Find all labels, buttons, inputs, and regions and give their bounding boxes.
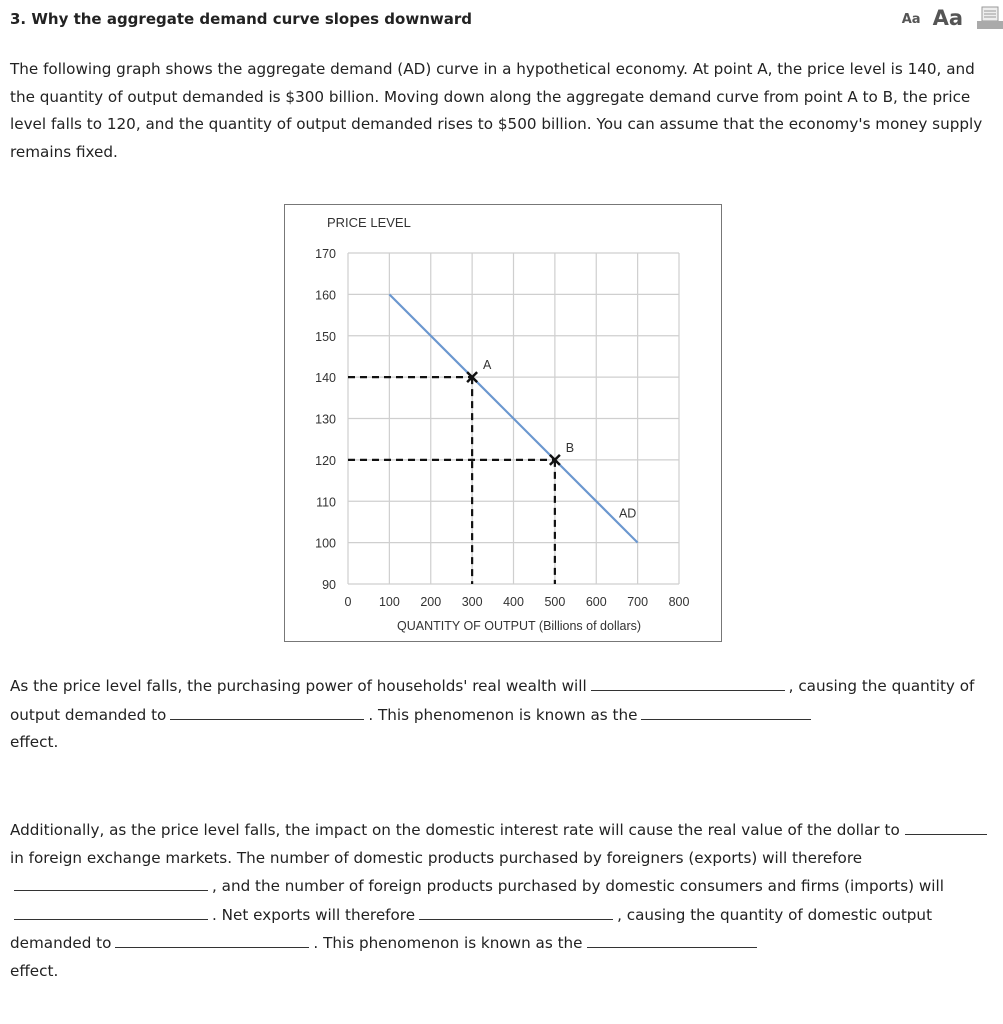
q2-text: , and the number of foreign products purchased by domestic consumers and firms (imports) will bbox=[212, 877, 944, 895]
x-tick-label: 700 bbox=[627, 595, 649, 609]
y-tick-label: 140 bbox=[315, 371, 336, 386]
x-tick-label: 0 bbox=[344, 595, 352, 609]
x-tick-label: 800 bbox=[668, 595, 690, 609]
x-tick-label: 100 bbox=[378, 595, 400, 609]
q2-text: effect. bbox=[10, 961, 59, 980]
q1-text: effect. bbox=[10, 733, 59, 751]
y-tick-label: 110 bbox=[316, 495, 336, 510]
q2-text: . This phenomenon is known as the bbox=[313, 934, 583, 952]
y-tick-label: 160 bbox=[315, 288, 336, 303]
x-tick-label: 300 bbox=[461, 595, 483, 609]
x-axis-label: QUANTITY OF OUTPUT (Billions of dollars) bbox=[397, 619, 642, 633]
q1-text: As the price level falls, the purchasing power of households' real wealth will bbox=[10, 677, 587, 695]
chart-container bbox=[284, 204, 722, 642]
effect-name-dropdown-2[interactable] bbox=[587, 929, 757, 948]
y-tick-label: 120 bbox=[315, 453, 336, 468]
y-tick-label: 150 bbox=[315, 329, 336, 344]
x-tick-label: 500 bbox=[544, 595, 566, 609]
increase-font-button[interactable]: Aa bbox=[932, 6, 963, 30]
ad-chart bbox=[285, 205, 723, 643]
q1-text: . This phenomenon is known as the bbox=[368, 705, 638, 724]
x-tick-label: 200 bbox=[420, 595, 442, 609]
q2-text: , causing the quantity of domestic output demanded to bbox=[10, 905, 933, 952]
q2-text: . Net exports will therefore bbox=[212, 905, 416, 924]
q2-text: Additionally, as the price level falls, the impact on the domestic interest rate will cause the real value of the dollar to bbox=[10, 821, 900, 839]
exports-dropdown[interactable] bbox=[14, 872, 208, 891]
net-exports-dropdown[interactable] bbox=[419, 901, 613, 920]
domestic-output-dropdown[interactable] bbox=[115, 929, 309, 948]
imports-dropdown[interactable] bbox=[14, 901, 208, 920]
effect-name-dropdown[interactable] bbox=[641, 701, 811, 720]
decrease-font-button[interactable]: Aa bbox=[901, 12, 921, 27]
x-tick-label: 600 bbox=[585, 595, 607, 609]
y-tick-label: 90 bbox=[322, 578, 336, 592]
toolbar bbox=[902, 6, 1003, 30]
question-title: 3. Why the aggregate demand curve slopes downward bbox=[10, 10, 472, 28]
y-tick-label: 170 bbox=[315, 247, 336, 261]
question-1 bbox=[10, 672, 995, 757]
q2-text: in foreign exchange markets. The number of domestic products purchased by foreigners (exports) will therefore bbox=[10, 848, 863, 867]
point-label: A bbox=[482, 358, 492, 373]
y-tick-label: 130 bbox=[315, 412, 336, 427]
intro-text: The following graph shows the aggregate demand (AD) curve in a hypothetical economy. At point A, the price level is 140, and the quantity of output demanded is $300 billion. Moving down along the aggregate demand curve from point A to B, the price level falls to 120, and the quantity of output demanded rises to $500 billion. You can assume that the economy's money supply remains fixed. bbox=[10, 60, 983, 161]
ad-curve-label: AD bbox=[618, 506, 637, 521]
point-label: B bbox=[565, 440, 575, 455]
x-tick-label: 400 bbox=[503, 595, 524, 609]
dollar-value-dropdown[interactable] bbox=[905, 816, 987, 835]
y-axis-label: PRICE LEVEL bbox=[327, 215, 411, 230]
question-2 bbox=[10, 816, 995, 985]
y-tick-label: 100 bbox=[315, 536, 336, 551]
print-icon[interactable] bbox=[975, 6, 1003, 30]
wealth-change-dropdown[interactable] bbox=[591, 672, 785, 691]
quantity-change-dropdown[interactable] bbox=[170, 701, 364, 720]
q1-text: , causing the quantity of output demanded to bbox=[10, 677, 975, 724]
